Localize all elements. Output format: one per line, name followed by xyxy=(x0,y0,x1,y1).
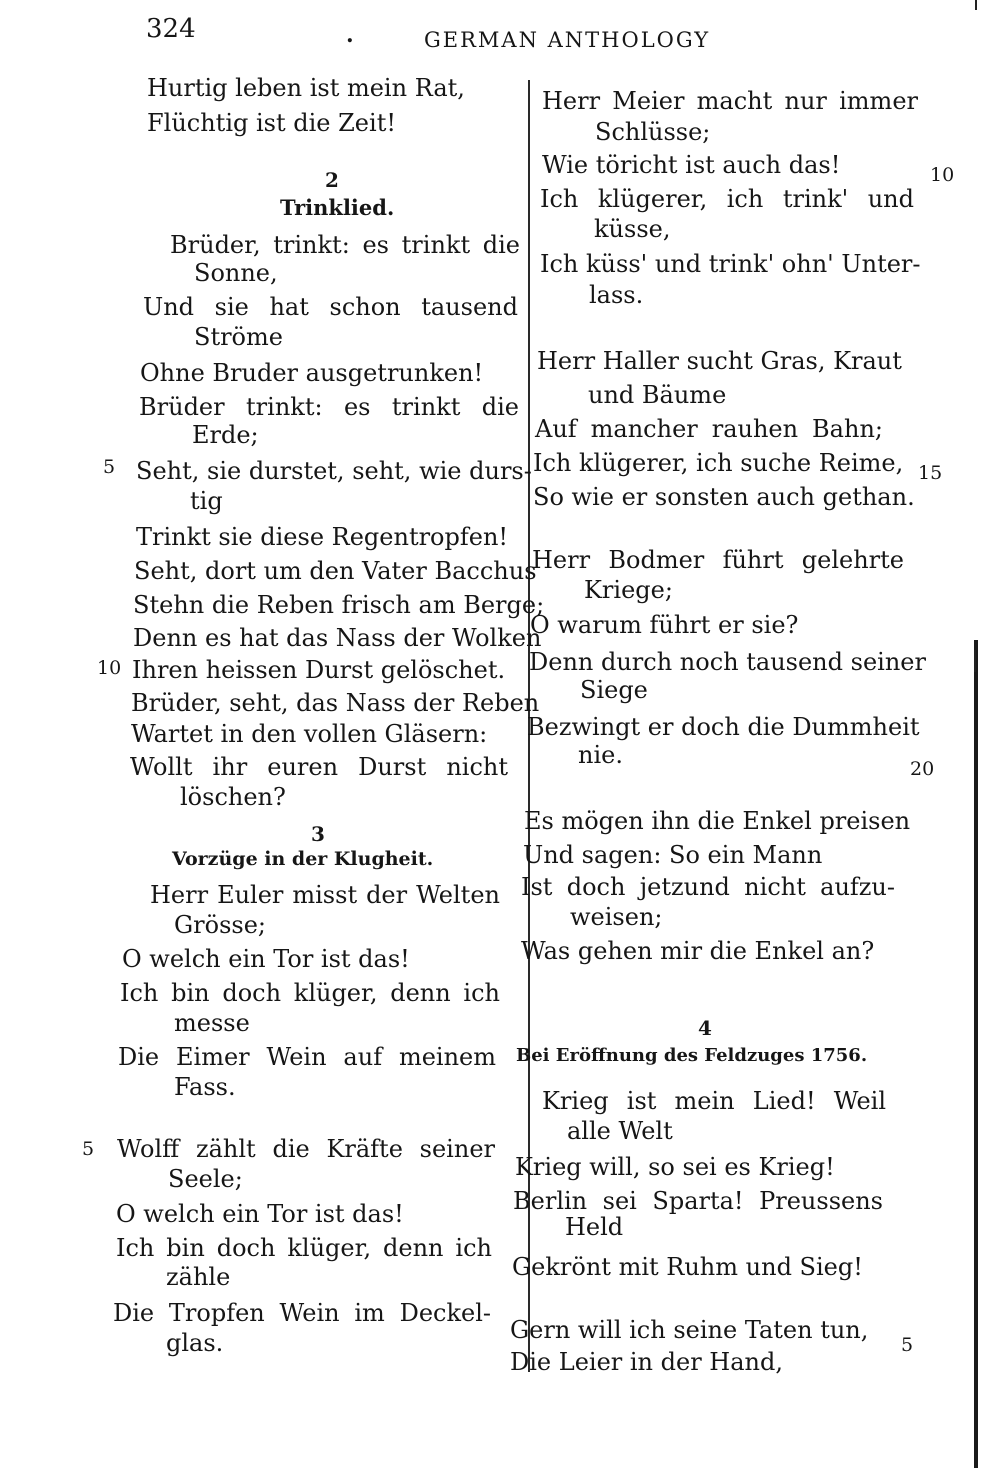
verse-line: Krieg ist mein Lied! Weil xyxy=(542,1087,886,1115)
verse-line: Denn es hat das Nass der Wolken xyxy=(133,624,542,652)
verse-line: Ströme xyxy=(194,323,283,351)
page-edge-rule xyxy=(974,640,978,1468)
verse-line: Herr Haller sucht Gras, Kraut xyxy=(537,347,902,375)
verse-line: löschen? xyxy=(180,783,286,811)
verse-line: Gern will ich seine Taten tun, xyxy=(510,1316,869,1344)
verse-line: alle Welt xyxy=(567,1117,673,1145)
verse-line: Brüder, seht, das Nass der Reben xyxy=(131,689,540,717)
verse-line: Wartet in den vollen Gläsern: xyxy=(131,720,488,748)
verse-line: Die Tropfen Wein im Deckel- xyxy=(113,1299,491,1327)
line-number: 5 xyxy=(103,456,116,478)
verse-line: Ich klügerer, ich suche Reime, xyxy=(533,449,904,477)
verse-line: weisen; xyxy=(570,903,663,931)
poem-number: 3 xyxy=(311,822,325,846)
verse-line: Fass. xyxy=(174,1073,236,1101)
verse-line: O welch ein Tor ist das! xyxy=(116,1200,404,1228)
poem-title: Bei Eröffnung des Feldzuges 1756. xyxy=(516,1045,868,1066)
line-number: 10 xyxy=(97,657,122,679)
verse-line: nie. xyxy=(578,741,623,769)
running-head: GERMAN ANTHOLOGY xyxy=(424,28,711,52)
margin-tick xyxy=(974,650,976,672)
verse-line: Grösse; xyxy=(174,911,267,939)
verse-line: Ich klügerer, ich trink' und xyxy=(540,185,914,213)
verse-line: Herr Bodmer führt gelehrte xyxy=(532,546,904,574)
verse-line: Die Leier in der Hand, xyxy=(510,1348,783,1376)
verse-line: Wollt ihr euren Durst nicht xyxy=(130,753,508,781)
verse-line: Seht, sie durstet, seht, wie durs- xyxy=(136,457,532,485)
line-number: 10 xyxy=(930,164,955,186)
verse-line: Brüder trinkt: es trinkt die xyxy=(139,393,519,421)
verse-line: Brüder, trinkt: es trinkt die xyxy=(170,231,520,259)
verse-line: Erde; xyxy=(192,421,259,449)
verse-line: Herr Euler misst der Welten xyxy=(150,881,500,909)
line-number: 5 xyxy=(82,1138,95,1160)
line-number: 20 xyxy=(910,758,935,780)
verse-line: Bezwingt er doch die Dummheit xyxy=(527,713,920,741)
verse-line: Die Eimer Wein auf meinem xyxy=(118,1043,496,1071)
verse-line: glas. xyxy=(166,1329,224,1357)
verse-line: Und sagen: So ein Mann xyxy=(523,841,823,869)
verse-line: Seele; xyxy=(168,1165,243,1193)
verse-line: Wolff zählt die Kräfte seiner xyxy=(117,1135,495,1163)
verse-line: Sonne, xyxy=(194,259,278,287)
verse-line: Gekrönt mit Ruhm und Sieg! xyxy=(512,1253,863,1281)
line-number: 5 xyxy=(901,1334,914,1356)
verse-line: Ich bin doch klüger, denn ich xyxy=(120,979,500,1007)
poem-title: Vorzüge in der Klugheit. xyxy=(172,848,434,870)
verse-line: So wie er sonsten auch gethan. xyxy=(533,483,915,511)
verse-line: lass. xyxy=(589,281,644,309)
poem-title: Trinklied. xyxy=(280,195,395,220)
poem-number: 4 xyxy=(698,1016,712,1040)
line-number: 15 xyxy=(918,462,943,484)
verse-line: tig xyxy=(190,487,223,515)
verse-line: Ihren heissen Durst gelöschet. xyxy=(132,656,506,684)
verse-line: O warum führt er sie? xyxy=(530,611,799,639)
verse-line: O welch ein Tor ist das! xyxy=(122,945,410,973)
verse-line: Seht, dort um den Vater Bacchus xyxy=(134,557,537,585)
verse-line: Auf mancher rauhen Bahn; xyxy=(535,415,883,443)
verse-line: Schlüsse; xyxy=(595,118,711,146)
verse-line: Ich bin doch klüger, denn ich xyxy=(116,1234,492,1262)
verse-line: Stehn die Reben frisch am Berge; xyxy=(133,591,545,619)
verse-line: zähle xyxy=(166,1263,231,1291)
verse-line: Herr Meier macht nur immer xyxy=(542,87,918,115)
verse-line: Denn durch noch tausend seiner xyxy=(529,648,926,676)
verse-line: Es mögen ihn die Enkel preisen xyxy=(524,807,911,835)
verse-line: messe xyxy=(174,1009,250,1037)
verse-line: Kriege; xyxy=(584,576,673,604)
verse-line: Was gehen mir die Enkel an? xyxy=(521,937,875,965)
corner-mark xyxy=(975,0,977,10)
verse-line: Trinkt sie diese Regentropfen! xyxy=(136,523,509,551)
verse-line: Hurtig leben ist mein Rat, xyxy=(147,74,465,102)
verse-line: Berlin sei Sparta! Preussens xyxy=(513,1187,883,1215)
verse-line: Ich küss' und trink' ohn' Unter- xyxy=(540,250,921,278)
verse-line: Und sie hat schon tausend xyxy=(143,293,518,321)
verse-line: Wie töricht ist auch das! xyxy=(542,151,841,179)
verse-line: Ohne Bruder ausgetrunken! xyxy=(140,359,484,387)
verse-line: Ist doch jetzund nicht aufzu- xyxy=(521,873,895,901)
verse-line: Siege xyxy=(580,676,648,704)
verse-line: Flüchtig ist die Zeit! xyxy=(147,109,396,137)
verse-line: und Bäume xyxy=(588,381,727,409)
poem-number: 2 xyxy=(325,168,339,192)
page-number: 324 xyxy=(146,14,196,44)
verse-line: Krieg will, so sei es Krieg! xyxy=(515,1153,835,1181)
verse-line: küsse, xyxy=(594,215,671,243)
verse-line: Held xyxy=(565,1213,624,1241)
header-dot: . xyxy=(346,22,354,48)
